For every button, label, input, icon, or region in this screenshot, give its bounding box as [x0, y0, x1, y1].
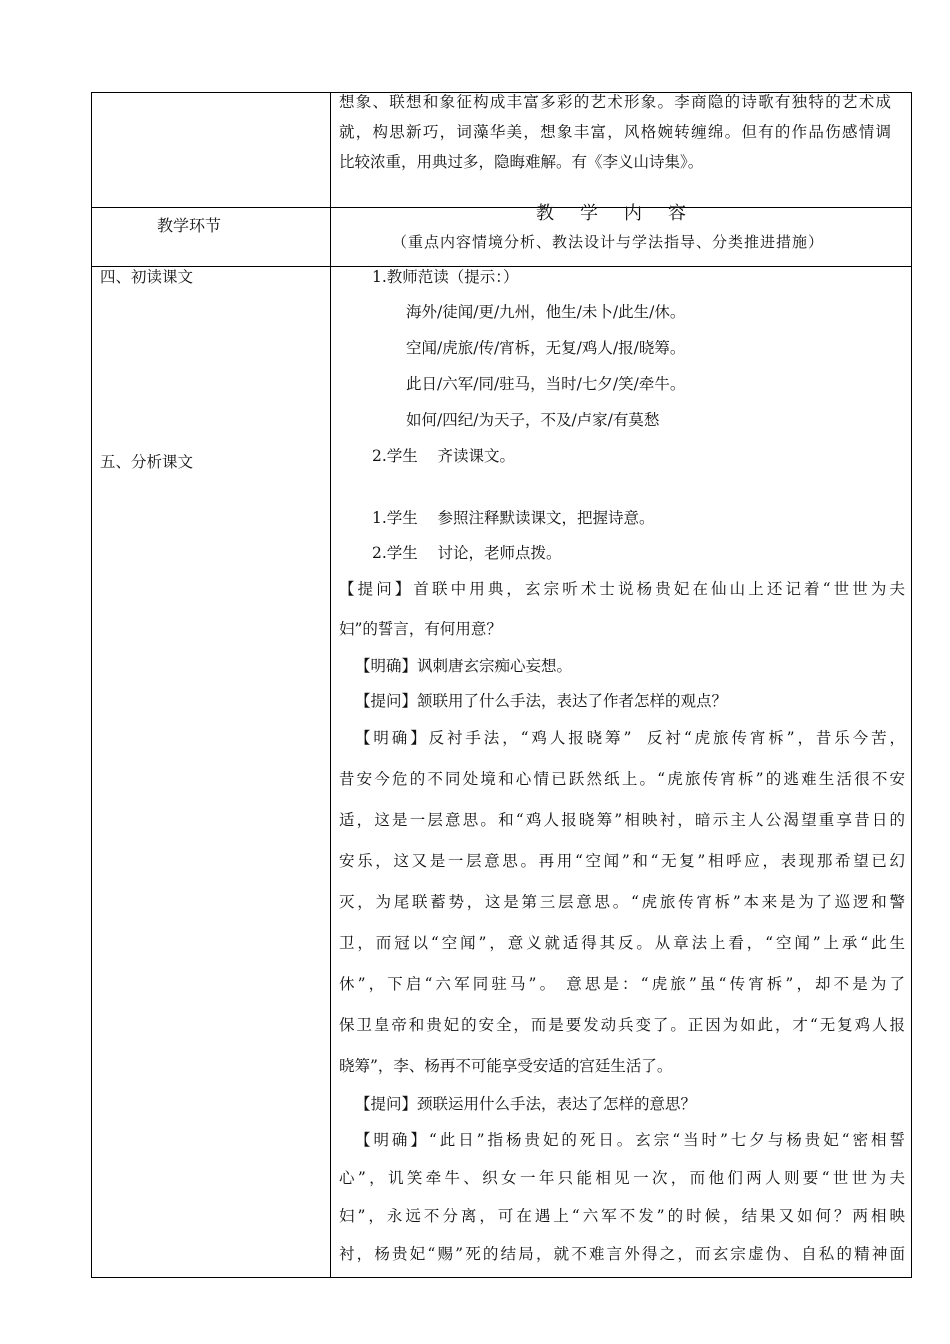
qa-line: 【明确】“此日”指杨贵妃的死日。玄宗“当时”七夕与杨贵妃“密相誓 — [355, 1131, 905, 1149]
header-right-subtitle: （重点内容情境分析、教法设计与学法指导、分类推进措施） — [392, 233, 825, 251]
qa-line: 安乐，这又是一层意思。再用“空闻”和“无复”相呼应，表现那希望已幻 — [339, 852, 905, 870]
qa-line: 昔安今危的不同处境和心情已跃然纸上。“虎旅传宵柝”的逃难生活很不安 — [339, 770, 905, 788]
intro-line: 比较浓重，用典过多，隐晦难解。有《李义山诗集》。 — [339, 153, 704, 171]
header-left-label: 教学环节 — [157, 216, 222, 235]
qa-line: 【明确】反衬手法，“鸡人报晓筹” 反衬“虎旅传宵柝”，昔乐今苦， — [355, 729, 905, 747]
activity-item: 2.学生 讨论，老师点拨。 — [372, 544, 562, 562]
intro-line: 就，构思新巧，词藻华美，想象丰富，风格婉转缠绵。但有的作品伤感情调 — [339, 123, 891, 141]
qa-line: 卫，而冠以“空闻”，意义就适得其反。从章法上看，“空闻”上承“此生 — [339, 934, 905, 952]
activity-item: 2.学生 齐读课文。 — [372, 447, 515, 465]
qa-line: 适，这是一层意思。和“鸡人报晓筹”相映衬，暗示主人公渴望重享昔日的 — [339, 811, 905, 829]
qa-line: 晓筹”，李、杨再不可能享受安适的宫廷生活了。 — [339, 1057, 673, 1075]
qa-line: 心”，讥笑牵牛、织女一年只能相见一次，而他们两人则要“世世为夫 — [339, 1169, 905, 1187]
row-divider-intro — [92, 207, 911, 208]
qa-line: 保卫皇帝和贵妃的安全，而是要发动兵变了。正因为如此，才“无复鸡人报 — [339, 1016, 905, 1034]
section-label-first-reading: 四、初读课文 — [100, 268, 194, 286]
poem-line: 空闻/虎旅/传/宵柝，无复/鸡人/报/晓筹。 — [406, 339, 686, 357]
poem-line: 此日/六军/同/驻马，当时/七夕/笑/牵牛。 — [406, 375, 686, 393]
column-divider — [330, 93, 331, 1277]
qa-line: 妇”的誓言，有何用意？ — [339, 620, 502, 638]
qa-line: 【提问】首联中用典，玄宗听术士说杨贵妃在仙山上还记着“世世为夫 — [339, 580, 905, 598]
poem-line: 如何/四纪/为天子，不及/卢家/有莫愁 — [406, 411, 660, 429]
reading-intro: 1.教师范读（提示：） — [372, 268, 519, 286]
question-3: 【提问】颈联运用什么手法，表达了怎样的意思？ — [355, 1095, 697, 1113]
question-2: 【提问】颔联用了什么手法，表达了作者怎样的观点？ — [355, 692, 728, 710]
section-label-analysis: 五、分析课文 — [100, 453, 194, 471]
row-divider-header — [92, 266, 911, 267]
header-right-title: 教学内容 — [536, 203, 712, 224]
qa-line: 灭，为尾联蓄势，这是第三层意思。“虎旅传宵柝”本来是为了巡逻和警 — [339, 893, 905, 911]
qa-line: 衬，杨贵妃“赐”死的结局，就不难言外得之，而玄宗虚伪、自私的精神面 — [339, 1245, 905, 1263]
qa-line: 休”，下启“六军同驻马”。 意思是：“虎旅”虽“传宵柝”，却不是为了 — [339, 975, 905, 993]
answer-1: 【明确】讽刺唐玄宗痴心妄想。 — [355, 657, 573, 675]
qa-line: 妇”，永远不分离，可在遇上“六军不发”的时候，结果又如何？两相映 — [339, 1207, 905, 1225]
intro-line: 想象、联想和象征构成丰富多彩的艺术形象。李商隐的诗歌有独特的艺术成 — [339, 93, 891, 111]
poem-line: 海外/徒闻/更/九州，他生/未卜/此生/休。 — [406, 303, 686, 321]
activity-item: 1.学生 参照注释默读课文，把握诗意。 — [372, 509, 655, 527]
